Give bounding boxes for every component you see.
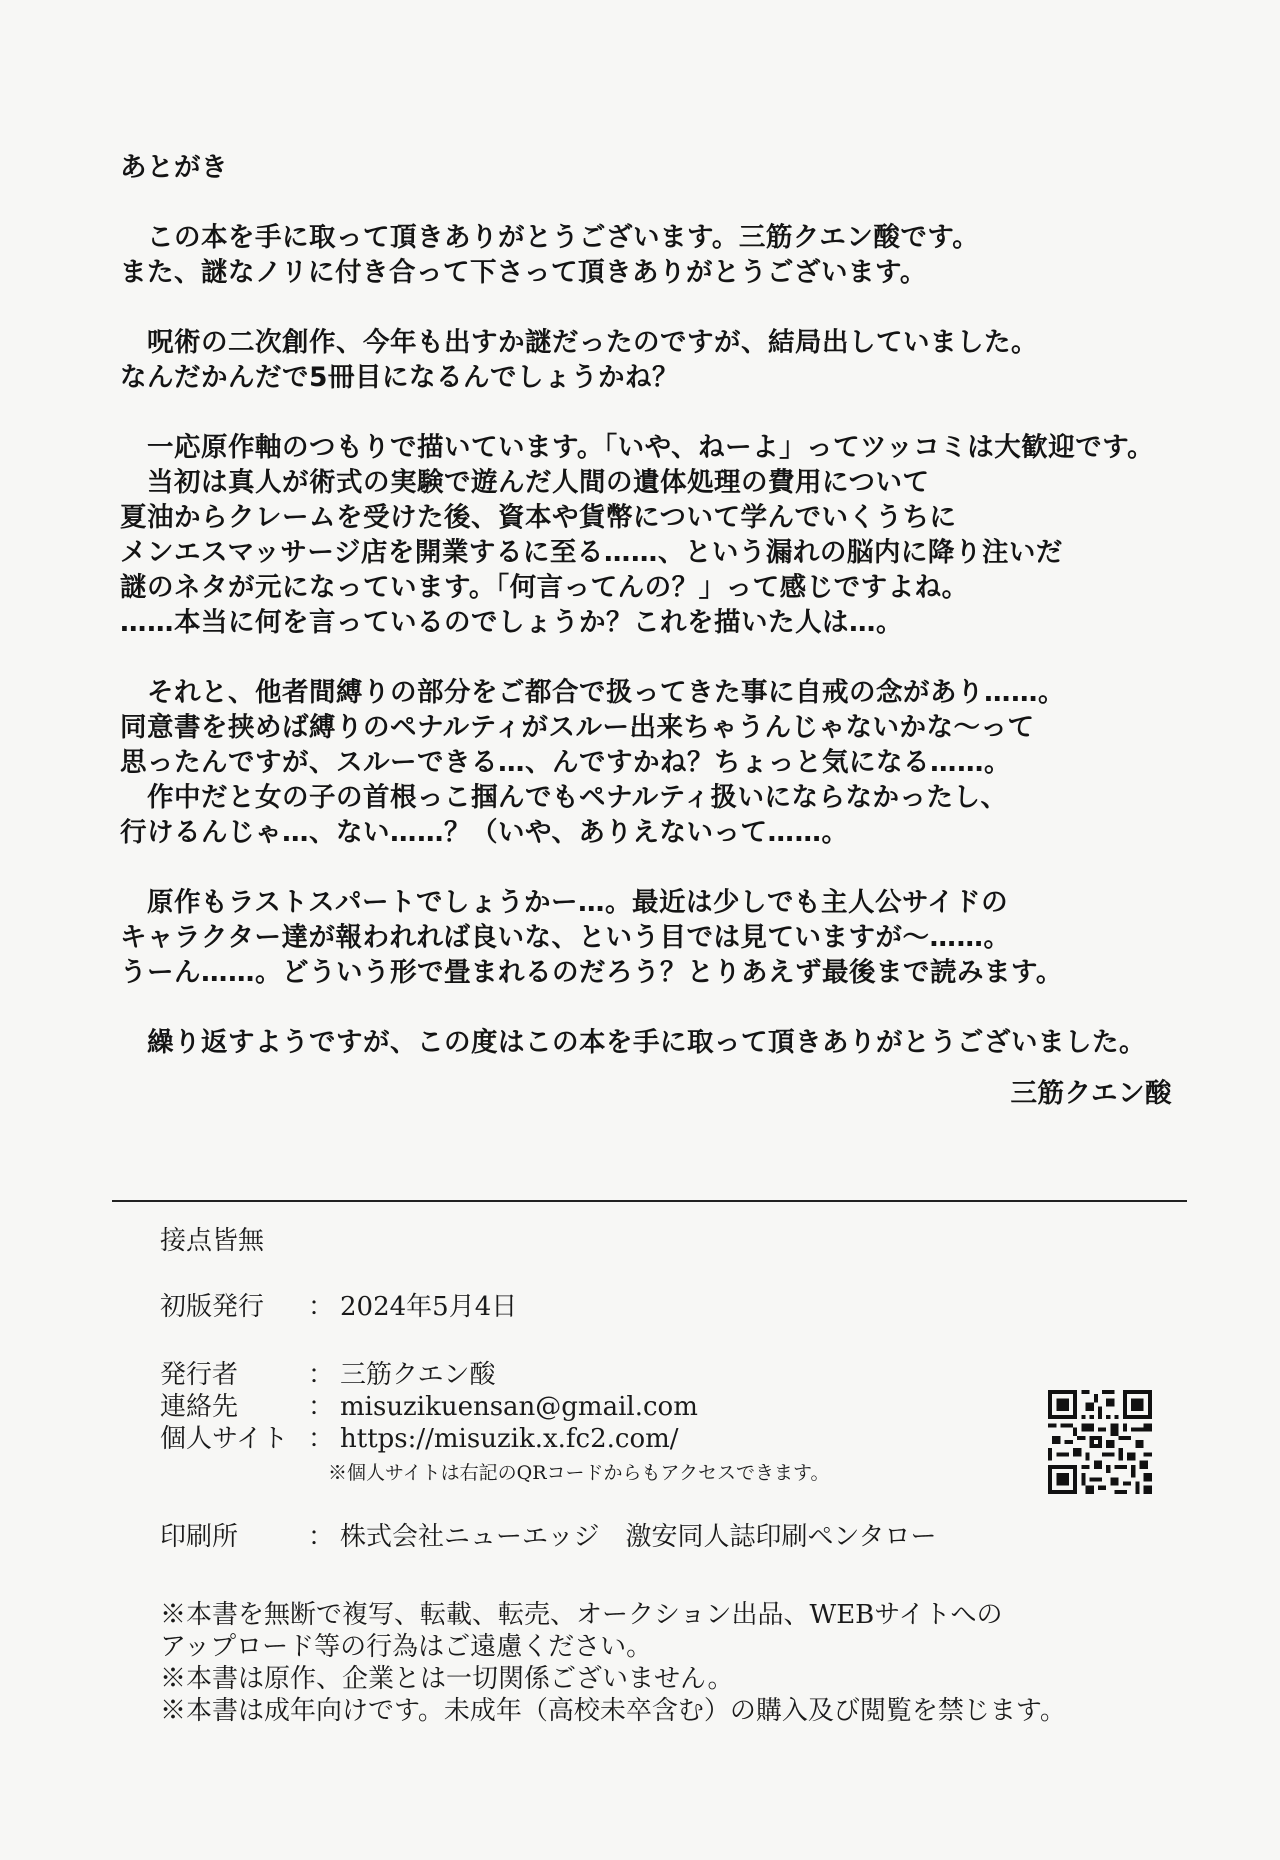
text-line: それと、他者間縛りの部分をご都合で扱ってきた事に自戒の念があり……。 [120,677,1065,708]
text-line: ……本当に何を言っているのでしょうか？これを描いた人は…。 [120,607,903,638]
text-line: 繰り返すようですが、この度はこの本を手に取って頂きありがとうございました。 [120,1027,1146,1058]
printer-value: 株式会社ニューエッジ 激安同人誌印刷ペンタロー [340,1522,937,1552]
separator: ： [308,1424,335,1454]
text-line: 原作もラストスパートでしょうかー…。最近は少しでも主人公サイドの [120,887,1009,918]
paragraph [120,430,1190,640]
text-line: なんだかんだで5冊目になるんでしょうかね？ [120,362,679,393]
website-row [160,1418,679,1455]
paragraph [120,885,1190,990]
paragraph [120,675,1190,850]
afterword [120,150,1190,1111]
divider [112,1200,1187,1202]
text-line: うーん……。どういう形で畳まれるのだろう？とりあえず最後まで読みます。 [120,957,1063,988]
text-line: 思ったんですが、スルーできる…、んですかね？ちょっと気になる……。 [120,747,1011,778]
paragraph [120,220,1190,290]
text-line: また、謎なノリに付き合って下さって頂きありがとうございます。 [120,257,927,288]
separator: ： [308,1360,335,1390]
text-line: 夏油からクレームを受けた後、資本や貨幣について学んでいくうちに [120,502,957,533]
afterword-title: あとがき [120,152,228,183]
text-line: 同意書を挟めば縛りのペナルティがスルー出来ちゃうんじゃないかな〜って [120,712,1035,743]
disclaimer-line: ※本書は原作、企業とは一切関係ございません。 [160,1664,734,1694]
paragraph [120,325,1190,395]
separator: ： [308,1522,335,1552]
text-line: 呪術の二次創作、今年も出すか謎だったのですが、結局出していました。 [120,327,1038,358]
first-edition-row [160,1286,517,1323]
book-title: 接点皆無 [160,1226,265,1256]
signature: 三筋クエン酸 [1010,1078,1172,1109]
printer-row [160,1516,936,1553]
text-line: 行けるんじゃ…、ない……？（いや、ありえないって……。 [120,817,849,848]
separator: ： [308,1292,335,1322]
disclaimer-line: アップロード等の行為はご遠慮ください。 [160,1632,653,1662]
disclaimer-line: ※本書は成年向けです。未成年（高校未卒含む）の購入及び閲覧を禁じます。 [160,1696,1066,1726]
publisher-label: 発行者 [160,1360,239,1390]
qr-code-icon[interactable] [1048,1390,1152,1494]
text-line: メンエスマッサージ店を開業するに至る……、という漏れの脳内に降り注いだ [120,537,1063,568]
text-line: 作中だと女の子の首根っこ掴んでもペナルティ扱いにならなかったし、 [120,782,1008,813]
text-line: 一応原作軸のつもりで描いています。「いや、ねーよ」ってツッコミは大歓迎です。 [120,432,1155,463]
separator: ： [308,1392,335,1422]
text-line: 当初は真人が術式の実験で遊んだ人間の遺体処理の費用について [120,467,930,498]
text-line: この本を手に取って頂きありがとうございます。三筋クエン酸です。 [120,222,980,253]
text-line: 謎のネタが元になっています。「何言ってんの？」って感じですよね。 [120,572,969,603]
disclaimer-line: ※本書を無断で複写、転載、転売、オークション出品、WEBサイトへの [160,1600,1003,1630]
contact-label: 連絡先 [160,1392,239,1422]
website-link[interactable]: https://misuzik.x.fc2.com/ [340,1424,679,1454]
website-label: 個人サイト [160,1424,289,1454]
text-line: キャラクター達が報われれば良いな、という目では見ていますが〜……。 [120,922,1011,953]
website-note: ※個人サイトは右記のQRコードからもアクセスできます。 [328,1462,830,1484]
paragraph [120,1025,1190,1060]
first-edition-value: 2024年5月4日 [340,1292,518,1322]
printer-label: 印刷所 [160,1522,239,1552]
publisher-value: 三筋クエン酸 [340,1360,496,1390]
first-edition-label: 初版発行 [160,1292,265,1322]
contact-email[interactable]: misuzikuensan@gmail.com [340,1392,698,1422]
